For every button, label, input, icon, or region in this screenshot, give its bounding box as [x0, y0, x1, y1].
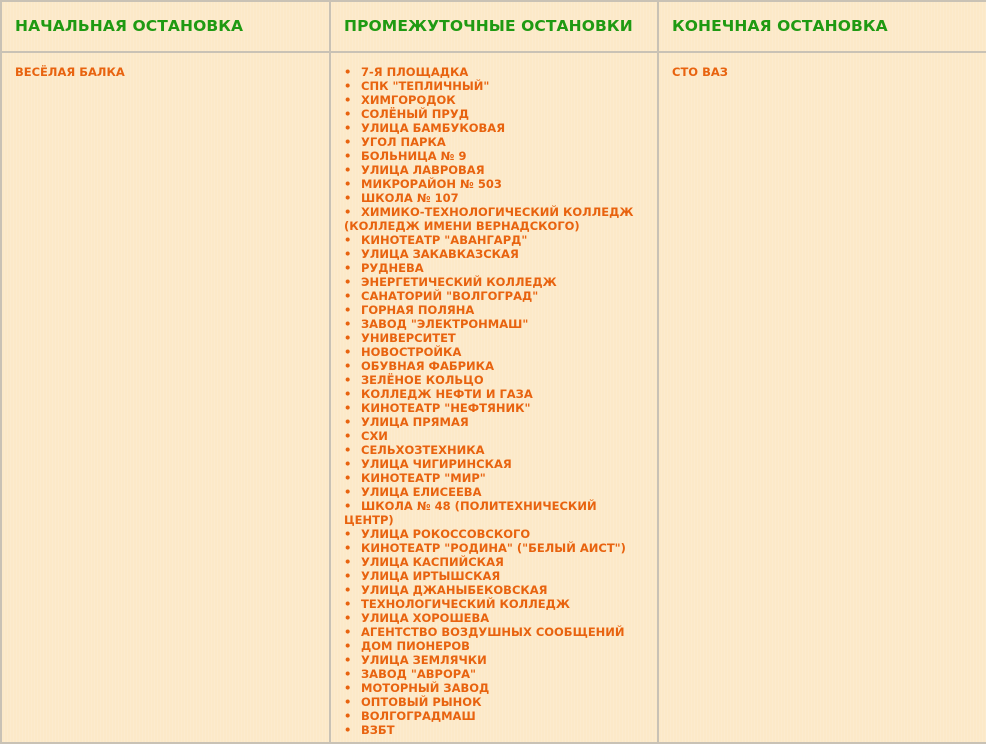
- header-start-stop: НАЧАЛЬНАЯ ОСТАНОВКА: [1, 1, 330, 52]
- stop-list-item: [344, 443, 649, 457]
- bullet-icon: •: [344, 527, 352, 541]
- stop-name: УГОЛ ПАРКА: [361, 135, 446, 149]
- stop-name: ВЗБТ: [361, 723, 395, 737]
- stop-list-item: [344, 275, 649, 289]
- stop-name: 7-Я ПЛОЩАДКА: [361, 65, 469, 79]
- stop-name: ТЕХНОЛОГИЧЕСКИЙ КОЛЛЕДЖ: [361, 597, 570, 611]
- stop-list-item: [344, 205, 649, 219]
- stop-name: УЛИЦА ДЖАНЫБЕКОВСКАЯ: [361, 583, 548, 597]
- stop-list-item: [344, 135, 649, 149]
- stop-list-item: [344, 653, 649, 667]
- stop-list-item: [344, 261, 649, 275]
- stop-name: ВОЛГОГРАДМАШ: [361, 709, 476, 723]
- stop-name: КИНОТЕАТР "РОДИНА" ("БЕЛЫЙ АИСТ"): [361, 541, 626, 555]
- stop-name: КИНОТЕАТР "МИР": [361, 471, 486, 485]
- bullet-icon: •: [344, 121, 352, 135]
- end-stop-cell: [658, 52, 986, 743]
- stop-name: УНИВЕРСИТЕТ: [361, 331, 456, 345]
- stop-list-item: [344, 303, 649, 317]
- bullet-icon: •: [344, 79, 352, 93]
- bullet-icon: •: [344, 415, 352, 429]
- bullet-icon: •: [344, 485, 352, 499]
- stop-name: СПК "ТЕПЛИЧНЫЙ": [361, 79, 490, 93]
- stop-name: ЗЕЛЁНОЕ КОЛЬЦО: [361, 373, 484, 387]
- bullet-icon: •: [344, 667, 352, 681]
- stop-list-item: [344, 471, 649, 485]
- bullet-icon: •: [344, 345, 352, 359]
- bullet-icon: •: [344, 681, 352, 695]
- bullet-icon: •: [344, 177, 352, 191]
- stop-name: УЛИЦА КАСПИЙСКАЯ: [361, 555, 504, 569]
- bullet-icon: •: [344, 555, 352, 569]
- stop-list-item: [344, 331, 649, 345]
- bullet-icon: •: [344, 695, 352, 709]
- stop-name: ОПТОВЫЙ РЫНОК: [361, 695, 482, 709]
- bullet-icon: •: [344, 583, 352, 597]
- bullet-icon: •: [344, 163, 352, 177]
- stop-list-item: [344, 723, 649, 737]
- stop-list-item: [344, 79, 649, 93]
- stop-name: СОЛЁНЫЙ ПРУД: [361, 107, 469, 121]
- stop-list-item: [344, 317, 649, 331]
- stop-name: СЕЛЬХОЗТЕХНИКА: [361, 443, 485, 457]
- bullet-icon: •: [344, 499, 352, 513]
- stop-name: КОЛЛЕДЖ НЕФТИ И ГАЗА: [361, 387, 533, 401]
- header-end-stop: КОНЕЧНАЯ ОСТАНОВКА: [658, 1, 986, 52]
- stop-name: МИКРОРАЙОН № 503: [361, 177, 502, 191]
- stop-name: УЛИЦА ХОРОШЕВА: [361, 611, 490, 625]
- bullet-icon: •: [344, 261, 352, 275]
- stop-name: БОЛЬНИЦА № 9: [361, 149, 467, 163]
- stop-name: ХИМГОРОДОК: [361, 93, 456, 107]
- stop-list-item: [344, 499, 649, 527]
- stop-list-item: [344, 555, 649, 569]
- stop-name: КИНОТЕАТР "АВАНГАРД": [361, 233, 528, 247]
- stop-name: ДОМ ПИОНЕРОВ: [361, 639, 470, 653]
- bullet-icon: •: [344, 289, 352, 303]
- stop-list-item: [344, 709, 649, 723]
- bullet-icon: •: [344, 233, 352, 247]
- stop-list-item: [344, 121, 649, 135]
- stop-name: УЛИЦА ПРЯМАЯ: [361, 415, 469, 429]
- stop-list-item: [344, 583, 649, 597]
- bullet-icon: •: [344, 205, 352, 219]
- stop-list-item: [344, 247, 649, 261]
- stop-list-item: [344, 191, 649, 205]
- bullet-icon: •: [344, 191, 352, 205]
- stop-list-item: [344, 387, 649, 401]
- bullet-icon: •: [344, 723, 352, 737]
- stop-list-item: [344, 639, 649, 653]
- start-stop-name: ВЕСЁЛАЯ БАЛКА: [15, 65, 125, 79]
- stop-list-item: [344, 233, 649, 247]
- bullet-icon: •: [344, 429, 352, 443]
- stop-name: УЛИЦА БАМБУКОВАЯ: [361, 121, 506, 135]
- stop-name: КИНОТЕАТР "НЕФТЯНИК": [361, 401, 531, 415]
- stop-list-item: [344, 65, 649, 79]
- bullet-icon: •: [344, 331, 352, 345]
- stop-list-item: [344, 457, 649, 471]
- stop-list-item: [344, 415, 649, 429]
- start-stop-cell: [1, 52, 330, 743]
- stop-list-item: [344, 289, 649, 303]
- stop-name-continuation: (КОЛЛЕДЖ ИМЕНИ ВЕРНАДСКОГО): [344, 219, 580, 233]
- bullet-icon: •: [344, 317, 352, 331]
- intermediate-stops-cell: [330, 52, 658, 743]
- stop-name: ОБУВНАЯ ФАБРИКА: [361, 359, 494, 373]
- bullet-icon: •: [344, 387, 352, 401]
- stop-name: СХИ: [361, 429, 388, 443]
- end-stop-name: СТО ВАЗ: [672, 65, 728, 79]
- stop-name: САНАТОРИЙ "ВОЛГОГРАД": [361, 289, 539, 303]
- bullet-icon: •: [344, 359, 352, 373]
- stop-list-item: [344, 345, 649, 359]
- bullet-icon: •: [344, 443, 352, 457]
- stop-name: РУДНЕВА: [361, 261, 424, 275]
- stop-list-item: [344, 611, 649, 625]
- bullet-icon: •: [344, 625, 352, 639]
- stop-name: УЛИЦА ЛАВРОВАЯ: [361, 163, 485, 177]
- bullet-icon: •: [344, 93, 352, 107]
- stop-name: УЛИЦА ЧИГИРИНСКАЯ: [361, 457, 512, 471]
- stop-list-item: [344, 429, 649, 443]
- stop-name: ЗАВОД "АВРОРА": [361, 667, 477, 681]
- stop-name: УЛИЦА ЗАКАВКАЗСКАЯ: [361, 247, 519, 261]
- stop-name: УЛИЦА РОКОССОВСКОГО: [361, 527, 531, 541]
- stop-list-item: [344, 527, 649, 541]
- stop-list-item: [344, 359, 649, 373]
- intermediate-stop-list: [344, 65, 649, 737]
- stop-name: АГЕНТСТВО ВОЗДУШНЫХ СООБЩЕНИЙ: [361, 625, 625, 639]
- stop-list-item: [344, 695, 649, 709]
- stop-name: ХИМИКО-ТЕХНОЛОГИЧЕСКИЙ КОЛЛЕДЖ: [361, 205, 634, 219]
- bullet-icon: •: [344, 597, 352, 611]
- stop-list-item: [344, 569, 649, 583]
- bullet-icon: •: [344, 709, 352, 723]
- stop-list-item: [344, 597, 649, 611]
- bullet-icon: •: [344, 541, 352, 555]
- stop-name: УЛИЦА ИРТЫШСКАЯ: [361, 569, 501, 583]
- bullet-icon: •: [344, 65, 352, 79]
- stop-name: ЗАВОД "ЭЛЕКТРОНМАШ": [361, 317, 529, 331]
- stop-list-item: [344, 541, 649, 555]
- bullet-icon: •: [344, 149, 352, 163]
- stop-list-item: [344, 107, 649, 121]
- bullet-icon: •: [344, 471, 352, 485]
- bullet-icon: •: [344, 373, 352, 387]
- stop-name: ЭНЕРГЕТИЧЕСКИЙ КОЛЛЕДЖ: [361, 275, 557, 289]
- stop-name: ШКОЛА № 48 (ПОЛИТЕХНИЧЕСКИЙ ЦЕНТР): [344, 499, 601, 527]
- stop-name: МОТОРНЫЙ ЗАВОД: [361, 681, 490, 695]
- stop-name: УЛИЦА ЗЕМЛЯЧКИ: [361, 653, 487, 667]
- stop-name: ГОРНАЯ ПОЛЯНА: [361, 303, 475, 317]
- bullet-icon: •: [344, 457, 352, 471]
- stop-list-item: [344, 667, 649, 681]
- stop-name: НОВОСТРОЙКА: [361, 345, 462, 359]
- route-row: [1, 52, 986, 743]
- stop-list-item: [344, 485, 649, 499]
- stop-list-item: [344, 625, 649, 639]
- bullet-icon: •: [344, 653, 352, 667]
- header-intermediate-stops: ПРОМЕЖУТОЧНЫЕ ОСТАНОВКИ: [330, 1, 658, 52]
- stop-list-item: [344, 149, 649, 163]
- stop-list-item: [344, 177, 649, 191]
- stop-list-item-continuation: [344, 219, 649, 233]
- bullet-icon: •: [344, 135, 352, 149]
- bullet-icon: •: [344, 107, 352, 121]
- stop-list-item: [344, 401, 649, 415]
- stop-name: УЛИЦА ЕЛИСЕЕВА: [361, 485, 482, 499]
- stop-list-item: [344, 373, 649, 387]
- stop-name: ШКОЛА № 107: [361, 191, 459, 205]
- bullet-icon: •: [344, 401, 352, 415]
- stop-list-item: [344, 93, 649, 107]
- bullet-icon: •: [344, 275, 352, 289]
- stop-list-item: [344, 163, 649, 177]
- stop-list-item: [344, 681, 649, 695]
- header-row: [1, 1, 986, 52]
- bullet-icon: •: [344, 639, 352, 653]
- bullet-icon: •: [344, 611, 352, 625]
- bullet-icon: •: [344, 247, 352, 261]
- bullet-icon: •: [344, 303, 352, 317]
- bullet-icon: •: [344, 569, 352, 583]
